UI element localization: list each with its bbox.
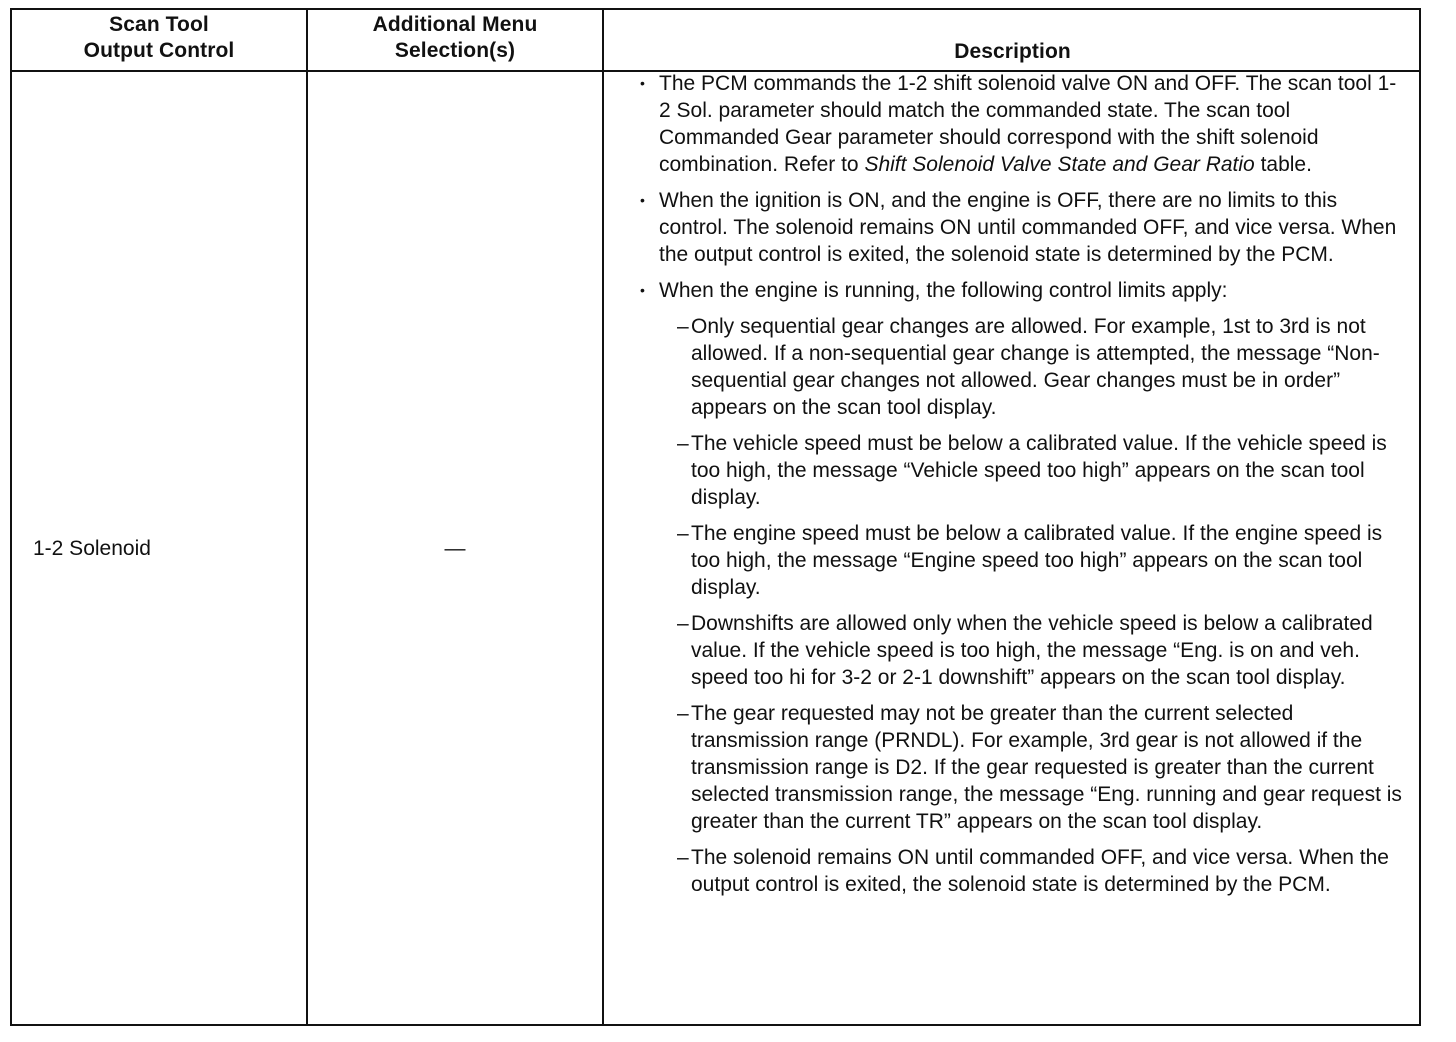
header-col2-line1: Additional Menu: [372, 13, 538, 36]
dash-icon: –: [677, 315, 689, 338]
description-bullet: [637, 70, 1407, 178]
control-limit-text: The vehicle speed must be below a calibrated value. If the vehicle speed is too high, the message “Vehicle speed too high” appears on the scan tool display.: [691, 432, 1387, 509]
bullet-text-2: When the ignition is ON, and the engine is OFF, there are no limits to this control. The solenoid remains ON until commanded OFF, and vice versa. When the output control is exited, the solenoid state is determined by the PCM.: [659, 189, 1397, 266]
dash-icon: –: [677, 432, 689, 455]
header-col1-line2: Output Control: [83, 39, 235, 62]
description-cell: [637, 70, 1407, 898]
control-limit-item: [637, 610, 1407, 691]
dash-icon: –: [677, 846, 689, 869]
control-limit-item: [637, 520, 1407, 601]
bullet-icon: •: [640, 282, 645, 298]
dash-icon: –: [677, 522, 689, 545]
header-col1-line1: Scan Tool: [109, 13, 209, 36]
header-col2-line2: Selection(s): [394, 39, 516, 62]
bullet-text-3: When the engine is running, the following control limits apply:: [659, 279, 1228, 302]
dash-icon: –: [677, 702, 689, 725]
control-limit-item: [637, 313, 1407, 421]
control-limit-item: [637, 430, 1407, 511]
menu-selection-value: —: [444, 537, 466, 560]
control-limit-text: Downshifts are allowed only when the vehicle speed is below a calibrated value. If the vehicle speed is too high, the message “Eng. is on and veh. speed too hi for 3-2 or 2-1 downshift” appears on the scan tool display.: [691, 612, 1373, 689]
output-control-value: 1-2 Solenoid: [33, 537, 151, 560]
bullet-text-1: The PCM commands the 1-2 shift solenoid valve ON and OFF. The scan tool 1-2 Sol. parameter should match the commanded state. The scan tool Commanded Gear parameter should correspond with the shift solenoid combination. Refer to: [659, 72, 1397, 176]
description-bullet: [637, 277, 1407, 304]
header-additional-menu-selections: [308, 12, 602, 64]
control-limit-text: Only sequential gear changes are allowed. For example, 1st to 3rd is not allowed. If a non-sequential gear change is attempted, the message “Non-sequential gear changes not allowed. Gear changes must be in order” appears on the scan tool display.: [691, 315, 1380, 419]
control-limit-item: [637, 700, 1407, 835]
header-scan-tool-output-control: [12, 12, 306, 64]
bullet-icon: •: [640, 192, 645, 208]
description-bullet: [637, 187, 1407, 268]
control-limit-item: [637, 844, 1407, 898]
header-col3-label: Description: [954, 40, 1071, 63]
column-divider-2: [602, 10, 604, 1024]
column-divider-1: [306, 10, 308, 1024]
control-limit-text: The solenoid remains ON until commanded OFF, and vice versa. When the output control is exited, the solenoid state is determined by the PCM.: [691, 846, 1389, 896]
control-limit-text: The engine speed must be below a calibrated value. If the engine speed is too high, the message “Engine speed too high” appears on the scan tool display.: [691, 522, 1383, 599]
dash-icon: –: [677, 612, 689, 635]
bullet-icon: •: [640, 75, 645, 91]
bullet-text-1-tail: table.: [1254, 153, 1312, 176]
control-limit-text: The gear requested may not be greater than the current selected transmission range (PRNDL). For example, 3rd gear is not allowed if the transmission range is D2. If the gear requested is greater than the current selected transmission range, the message “Eng. running and gear request is greater than the current TR” appears on the scan tool display.: [691, 702, 1402, 833]
header-description: [604, 39, 1421, 65]
shift-solenoid-table-reference: Shift Solenoid Valve State and Gear Ratio: [864, 153, 1255, 176]
